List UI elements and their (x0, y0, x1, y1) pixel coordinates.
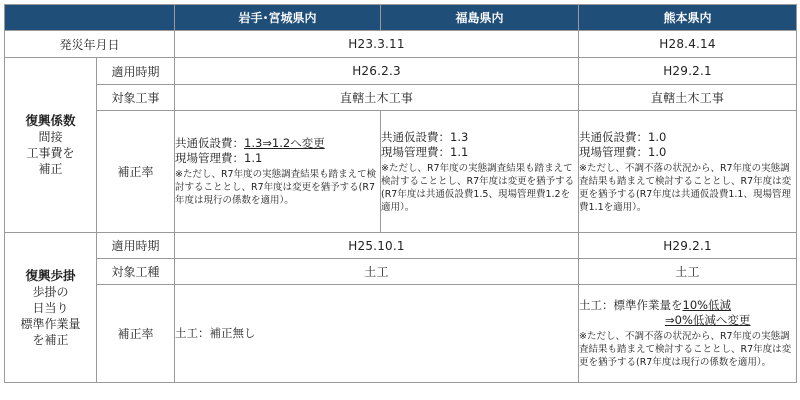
keisu-target-kumamoto: 直轄土木工事 (579, 85, 797, 111)
buga-kumamoto-line1-change: 10%低減 (682, 298, 732, 312)
keisu-period-label: 適用時期 (97, 58, 175, 85)
keisu-desc-line: 工事費を (26, 146, 75, 160)
header-blank (5, 5, 175, 31)
keisu-desc-line: 間接 (38, 130, 63, 144)
keisu-fukushima-line1: 共通仮設費：1.3 (381, 129, 469, 144)
buga-rate-iwate-fukushima (175, 285, 579, 383)
buga-desc-line: を補正 (32, 332, 69, 347)
keisu-iwate-line1-change: 1.3⇒1.2へ変更 (244, 136, 325, 150)
disaster-date-row (5, 31, 797, 58)
buga-rate-kumamoto (579, 285, 797, 383)
buga-target-kumamoto: 土工 (579, 259, 797, 285)
buga-kumamoto-line2-change: ⇒0%低減へ変更 (665, 313, 751, 327)
keisu-rate-fukushima (381, 111, 579, 233)
header-fukushima: 福島県内 (381, 5, 579, 31)
buga-period-label: 適用時期 (97, 233, 175, 259)
buga-rate-label: 補正率 (97, 285, 175, 383)
buga-iwate-fukushima-line1: 土工：補正無し (175, 326, 256, 340)
buga-desc-line: 標準作業量 (20, 316, 81, 331)
keisu-group-header (5, 58, 97, 233)
buga-desc-line: 日当り (32, 300, 69, 315)
header-row (5, 5, 797, 31)
keisu-desc-line: 補正 (38, 162, 63, 176)
keisu-kumamoto-line2: 現場管理費：1.0 (579, 144, 667, 159)
keisu-iwate-line2: 現場管理費：1.1 (175, 151, 263, 165)
keisu-rate-kumamoto (579, 111, 797, 233)
keisu-rate-label: 補正率 (97, 111, 175, 233)
buga-rate-row (5, 285, 797, 383)
header-iwate-miyagi: 岩手･宮城県内 (175, 5, 381, 31)
keisu-iwate-note: ※ただし、R7年度の実態調査結果も踏まえて検討することとし、R7年度は変更を猶予する(R7年度は現行の係数を適用）。 (175, 169, 377, 206)
keisu-iwate-line1 (175, 136, 380, 151)
buga-desc-line: 歩掛の (32, 284, 69, 299)
buga-target-row (5, 259, 797, 285)
buga-kumamoto-line1-prefix: 土工：標準作業量を (579, 298, 683, 312)
keisu-fukushima-line2: 現場管理費：1.1 (381, 144, 469, 159)
keisu-target-row (5, 85, 797, 111)
disaster-date-kumamoto: H28.4.14 (579, 31, 797, 58)
keisu-period-iwate-fukushima: H26.2.3 (175, 58, 579, 85)
comparison-table (4, 4, 797, 383)
disaster-date-iwate-fukushima: H23.3.11 (175, 31, 579, 58)
header-kumamoto: 熊本県内 (579, 5, 797, 31)
buga-title: 復興歩掛 (25, 267, 76, 283)
keisu-target-label: 対象工事 (97, 85, 175, 111)
buga-target-iwate-fukushima: 土工 (175, 259, 579, 285)
keisu-kumamoto-note: ※ただし、不調不落の状況から、R7年度の実態調査結果も踏まえて検討することとし、R7年度は変更を猶予する(R7年度は共通仮設費1.1、現場管理費1.1を適用）。 (579, 162, 792, 213)
buga-kumamoto-note: ※ただし、不調不落の状況から、R7年度の実態調査結果も踏まえて検討することとし、R7年度は変更を猶予する(R7年度は現行の係数を適用）。 (579, 331, 792, 368)
buga-period-row (5, 233, 797, 259)
keisu-iwate-line1-prefix: 共通仮設費： (175, 136, 244, 150)
disaster-date-label: 発災年月日 (5, 31, 175, 58)
keisu-period-row (5, 58, 797, 85)
buga-period-kumamoto: H29.2.1 (579, 233, 797, 259)
keisu-title: 復興係数 (25, 113, 76, 128)
keisu-period-kumamoto: H29.2.1 (579, 58, 797, 85)
keisu-fukushima-note: ※ただし、R7年度の実態調査結果も踏まえて検討することとし、R7年度は変更を猶予する(R7年度は共通仮設費1.5、現場管理費1.2を適用）。 (381, 162, 575, 213)
keisu-kumamoto-line1: 共通仮設費：1.0 (579, 129, 667, 144)
buga-kumamoto-line2 (579, 313, 796, 328)
buga-group-header (5, 233, 97, 383)
keisu-rate-iwate (175, 111, 381, 233)
buga-period-iwate-fukushima: H25.10.1 (175, 233, 579, 259)
buga-kumamoto-line1 (579, 298, 796, 313)
keisu-rate-row (5, 111, 797, 233)
keisu-target-iwate-fukushima: 直轄土木工事 (175, 85, 579, 111)
buga-target-label: 対象工種 (97, 259, 175, 285)
